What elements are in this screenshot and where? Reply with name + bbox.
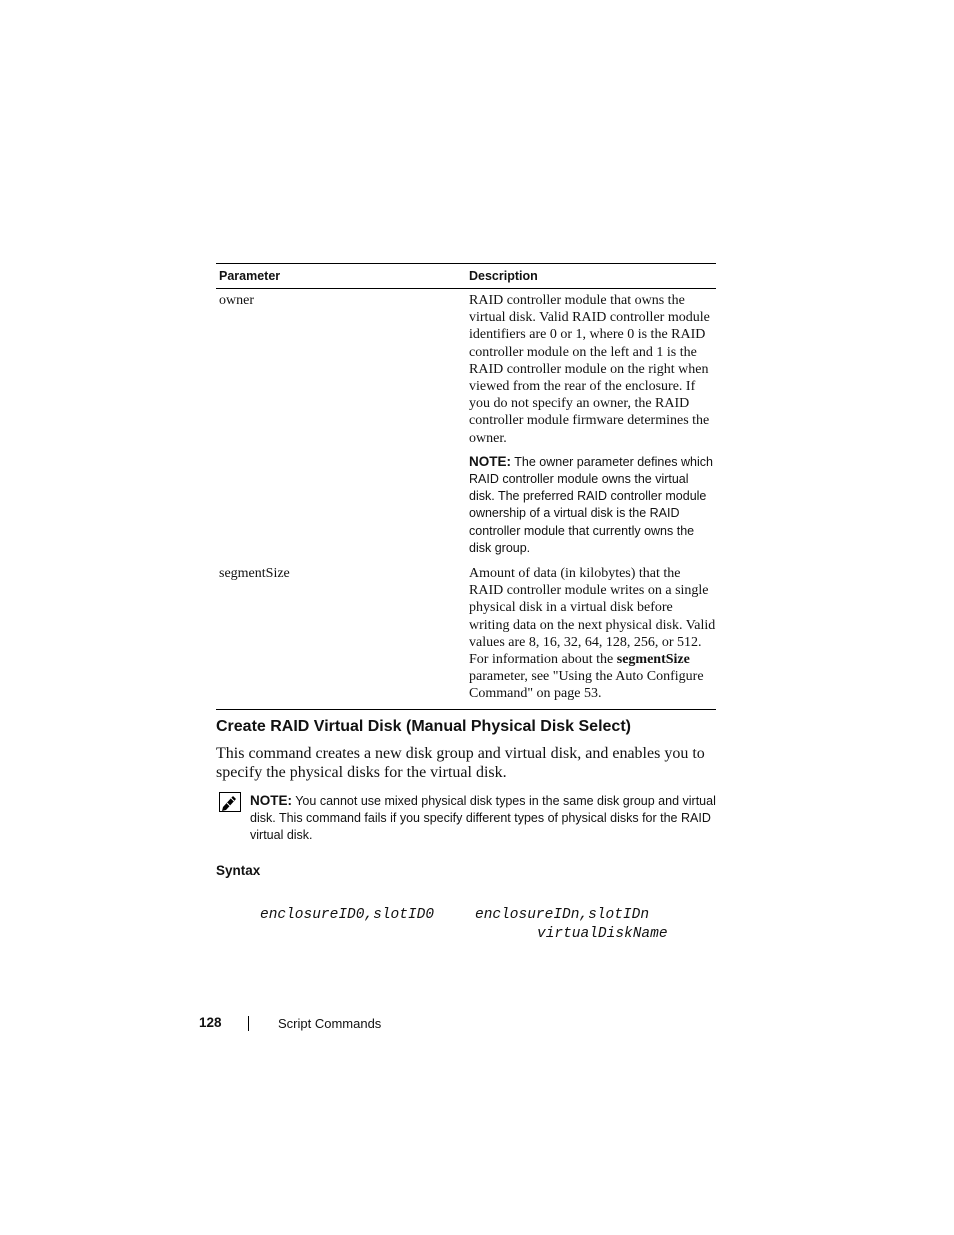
param-owner: owner <box>219 293 254 308</box>
footer-title: Script Commands <box>278 1016 382 1031</box>
owner-note <box>469 453 716 557</box>
segmentsize-description <box>466 565 716 703</box>
note-text: parameter defines which RAID controller module owns the virtual disk. The preferred RAID controller module ownership of a virtual disk is the RAID controller module that currently owns the disk group. <box>469 454 713 555</box>
note-text: The <box>511 454 540 469</box>
desc-text: Amount of data (in kilobytes) that the RAID controller module writes on a single physical disk in a virtual disk before writing data on the next physical disk. Valid values are 8, 16, 32, 64, 128, 256, or 512. For information about the <box>469 566 716 668</box>
note-label: NOTE: <box>469 453 511 469</box>
parameter-table <box>216 263 716 710</box>
header-parameter: Parameter <box>219 269 281 283</box>
syntax-label: Syntax <box>216 863 261 878</box>
section-heading: Create RAID Virtual Disk (Manual Physical Disk Select) <box>216 718 631 735</box>
param-segmentsize: segmentSize <box>219 566 290 582</box>
owner-code: owner <box>539 454 574 469</box>
note-text: You cannot use mixed physical disk types in the same disk group and virtual disk. This command fails if you specify different types of physical disks for the RAID virtual disk. <box>250 794 716 843</box>
page-number: 128 <box>199 1015 222 1030</box>
code-enclosure-n: enclosureIDn,slotIDn <box>475 907 650 923</box>
desc-bold: segmentSize <box>616 652 690 668</box>
table-row <box>216 557 716 709</box>
note-label: NOTE: <box>250 793 292 808</box>
pencil-note-icon <box>219 792 241 812</box>
desc-text: parameter, see "Using the Auto Configure Command" on page 53. <box>469 669 704 702</box>
code-enclosure-0: enclosureID0,slotID0 <box>260 907 435 923</box>
header-description: Description <box>469 269 538 283</box>
code-virtual-disk-name: virtualDiskName <box>537 926 668 942</box>
note <box>250 792 720 845</box>
footer-divider <box>248 1016 249 1031</box>
owner-description: RAID controller module that owns the virtual disk. Valid RAID controller module identifiers are 0 or 1, where 0 is the RAID controller module on the left and 1 is the RAID controller module on the right when viewed from the rear of the enclosure. If you do not specify an owner, the RAID controller module firmware determines the owner. <box>469 293 710 446</box>
table-row <box>216 289 716 557</box>
table-header <box>216 264 716 289</box>
section-paragraph: This command creates a new disk group and virtual disk, and enables you to specify the physical disks for the virtual disk. <box>216 745 705 781</box>
